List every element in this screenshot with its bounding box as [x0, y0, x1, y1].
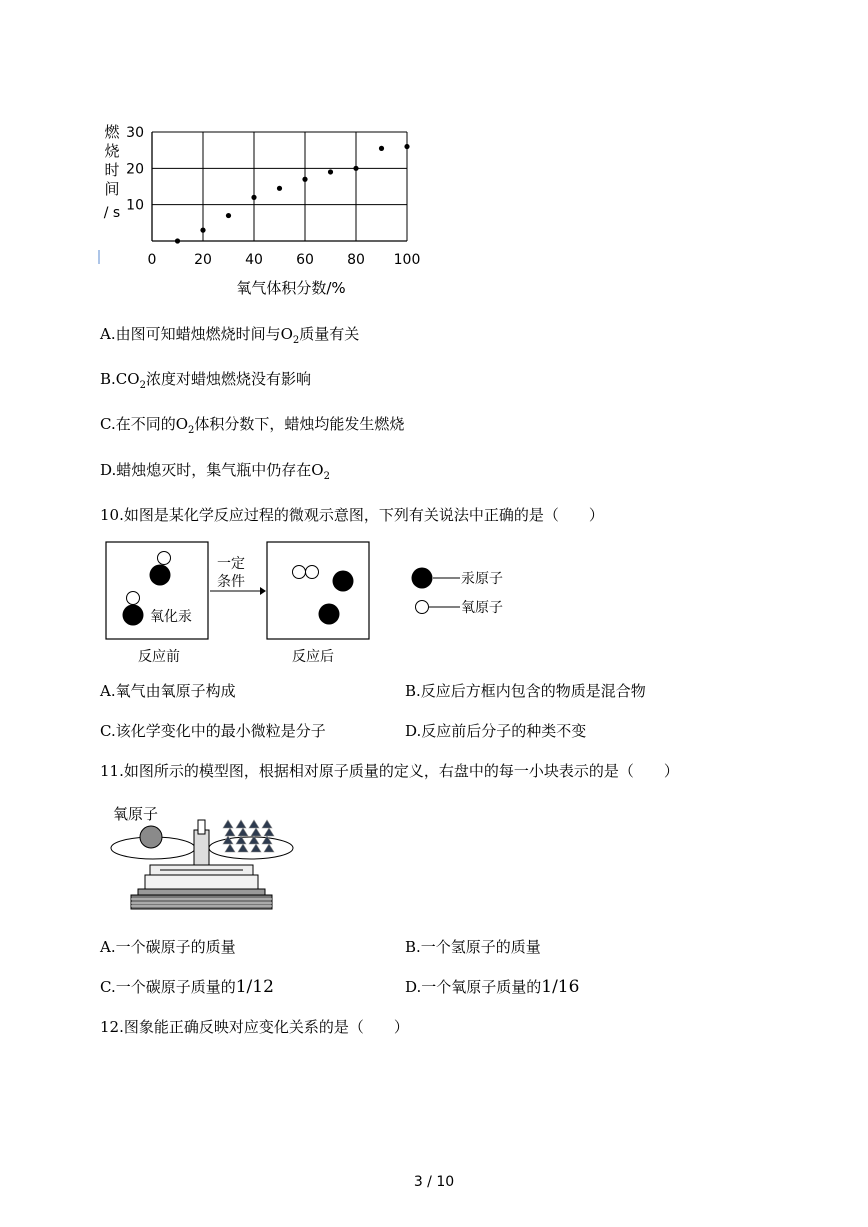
q10-stem: 10.如图是某化学反应过程的微观示意图，下列有关说法中正确的是（ ）	[100, 506, 604, 524]
q10-option-c[interactable]: C.该化学变化中的最小微粒是分子	[100, 722, 326, 740]
small-block	[262, 820, 272, 828]
y-label-char: 间	[104, 180, 120, 198]
oxygen-atom	[127, 592, 140, 605]
q11-option-c[interactable]	[100, 977, 274, 997]
scale-base-top	[138, 889, 265, 895]
data-point	[200, 228, 205, 233]
reaction-arrow-head	[260, 587, 266, 595]
data-point	[226, 213, 231, 218]
q11-option-b[interactable]: B.一个氢原子的质量	[405, 938, 541, 956]
option-text: C.在不同的	[100, 415, 176, 433]
oxygen-atom	[306, 566, 319, 579]
q10-option-a[interactable]: A.氧气由氧原子构成	[100, 682, 236, 700]
y-tick-label: 30	[126, 125, 144, 141]
q10-option-d[interactable]: D.反应前后分子的种类不变	[405, 722, 587, 740]
fraction: 1/16	[541, 977, 580, 997]
formula: CO	[115, 370, 140, 388]
legend-mercury-atom	[412, 568, 433, 589]
y-tick-label: 20	[126, 161, 144, 178]
chart-y-axis-label	[104, 123, 120, 198]
chart-ticks	[126, 125, 420, 268]
balance-scale-diagram	[105, 800, 300, 918]
option-text: A.由图可知蜡烛燃烧时间与	[100, 325, 281, 343]
x-tick-label: 60	[296, 252, 314, 268]
formula: O	[175, 415, 189, 433]
small-block	[251, 828, 261, 836]
data-point	[175, 238, 180, 243]
q11-stem: 11.如图所示的模型图，根据相对原子质量的定义，右盘中的每一小块表示的是（ ）	[100, 762, 679, 780]
oxygen-atom-label: 氧原子	[113, 805, 159, 823]
legend-oxygen-label: 氧原子	[461, 600, 503, 616]
fraction: 1/12	[235, 977, 274, 997]
legend-oxygen-atom	[416, 601, 429, 614]
data-point	[328, 169, 333, 174]
mercury-atom	[150, 565, 171, 586]
chart-y-axis-unit: / s	[103, 205, 121, 221]
q10-option-b[interactable]: B.反应后方框内包含的物质是混合物	[405, 682, 646, 700]
option-text: C.一个碳原子质量的	[100, 978, 236, 996]
y-label-char: 烧	[104, 142, 120, 160]
formula: O	[280, 325, 293, 343]
q9-option-c[interactable]	[100, 414, 404, 441]
y-label-char: 时	[104, 161, 120, 179]
formula-subscript: 2	[323, 471, 330, 482]
x-tick-label: 100	[393, 252, 421, 268]
option-text: 质量有关	[299, 325, 360, 343]
x-tick-label: 80	[347, 252, 365, 268]
arrow-condition-top: 一定	[217, 556, 245, 572]
data-point	[277, 186, 282, 191]
x-tick-label: 0	[147, 252, 157, 268]
data-point	[379, 146, 384, 151]
page-number: 3 / 10	[413, 1174, 455, 1190]
before-caption: 反应前	[138, 649, 180, 665]
scale-body	[145, 875, 258, 889]
q11-option-d[interactable]	[405, 977, 579, 997]
y-tick-label: 10	[126, 197, 144, 214]
scale-pointer	[198, 820, 205, 834]
data-point	[353, 166, 358, 171]
q9-option-d[interactable]	[100, 460, 330, 487]
data-point	[404, 144, 409, 149]
q11-option-a[interactable]: A.一个碳原子的质量	[100, 938, 236, 956]
small-block	[264, 828, 274, 836]
option-text: D.蜡烛熄灭时，集气瓶中仍存在	[100, 461, 312, 479]
formula-subscript: 2	[292, 335, 300, 346]
option-text: B.	[100, 370, 116, 388]
formula: O	[311, 461, 324, 479]
burn-time-chart	[95, 120, 425, 300]
option-text: 体积分数下，蜡烛均能发生燃烧	[194, 415, 405, 433]
q9-option-a[interactable]	[100, 324, 359, 351]
q9-option-b[interactable]	[100, 369, 311, 396]
mercury-atom	[123, 605, 144, 626]
after-box	[267, 542, 369, 639]
data-point	[302, 177, 307, 182]
small-block	[223, 820, 233, 828]
data-point	[251, 195, 256, 200]
x-tick-label: 20	[194, 252, 212, 268]
y-label-char: 燃	[104, 123, 120, 141]
reaction-diagram	[100, 535, 520, 670]
small-block	[236, 820, 246, 828]
scale-base	[131, 895, 272, 909]
x-tick-label: 40	[245, 252, 263, 268]
option-text: 浓度对蜡烛燃烧没有影响	[145, 370, 311, 388]
oxygen-atom	[293, 566, 306, 579]
mercury-atom	[333, 571, 354, 592]
mercury-atom	[319, 604, 340, 625]
arrow-condition-bottom: 条件	[217, 574, 245, 590]
small-block	[225, 828, 235, 836]
scale-pillar	[194, 830, 209, 868]
chart-points	[175, 144, 410, 244]
chart-x-axis-label: 氧气体积分数/%	[236, 279, 346, 297]
legend-mercury-label: 汞原子	[461, 571, 503, 587]
after-caption: 反应后	[292, 649, 334, 665]
mercury-oxide-label: 氧化汞	[150, 609, 192, 625]
formula-subscript: 2	[139, 380, 146, 391]
q12-stem: 12.图象能正确反映对应变化关系的是（ ）	[100, 1018, 409, 1036]
small-block	[238, 828, 248, 836]
formula-subscript: 2	[188, 425, 195, 436]
option-text: D.一个氧原子质量的	[405, 978, 542, 996]
oxygen-atom-weight	[140, 826, 162, 848]
small-block	[249, 820, 259, 828]
oxygen-atom	[158, 552, 171, 565]
